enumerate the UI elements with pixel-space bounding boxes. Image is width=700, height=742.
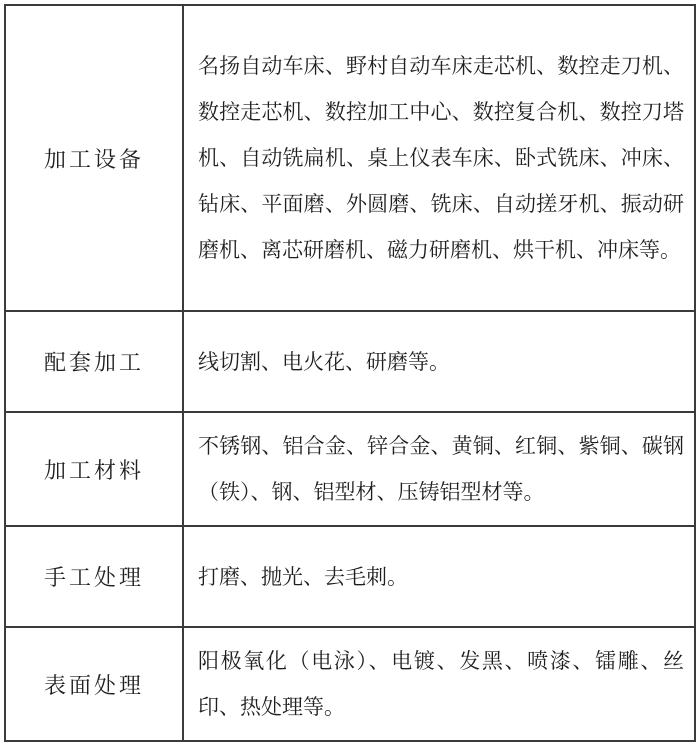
capability-spec-table bbox=[4, 4, 696, 742]
row-content-processing-materials: 不锈钢、铝合金、锌合金、黄铜、红铜、紫铜、碳钢（铁）、钢、铝型材、压铸铝型材等。 bbox=[183, 412, 695, 526]
row-content-processing-equipment: 名扬自动车床、野村自动车床走芯机、数控走刀机、数控走芯机、数控加工中心、数控复合机、数控刀塔机、自动铣扁机、桌上仪表车床、卧式铣床、冲床、钻床、平面磨、外圆磨、铣床、自动搓牙机、振动研磨机、离芯研磨机、磁力研磨机、烘干机、冲床等。 bbox=[183, 5, 695, 311]
row-label-manual-processing: 手工处理 bbox=[5, 526, 183, 627]
row-content-surface-treatment: 阳极氧化（电泳）、电镀、发黑、喷漆、镭雕、丝印、热处理等。 bbox=[183, 627, 695, 741]
table-row bbox=[5, 526, 695, 627]
row-label-processing-equipment: 加工设备 bbox=[5, 5, 183, 311]
row-content-supporting-processing: 线切割、电火花、研磨等。 bbox=[183, 311, 695, 412]
table-row bbox=[5, 5, 695, 311]
table-row bbox=[5, 627, 695, 741]
row-label-supporting-processing: 配套加工 bbox=[5, 311, 183, 412]
row-label-processing-materials: 加工材料 bbox=[5, 412, 183, 526]
table-row bbox=[5, 311, 695, 412]
row-content-manual-processing: 打磨、抛光、去毛刺。 bbox=[183, 526, 695, 627]
table-row bbox=[5, 412, 695, 526]
row-label-surface-treatment: 表面处理 bbox=[5, 627, 183, 741]
